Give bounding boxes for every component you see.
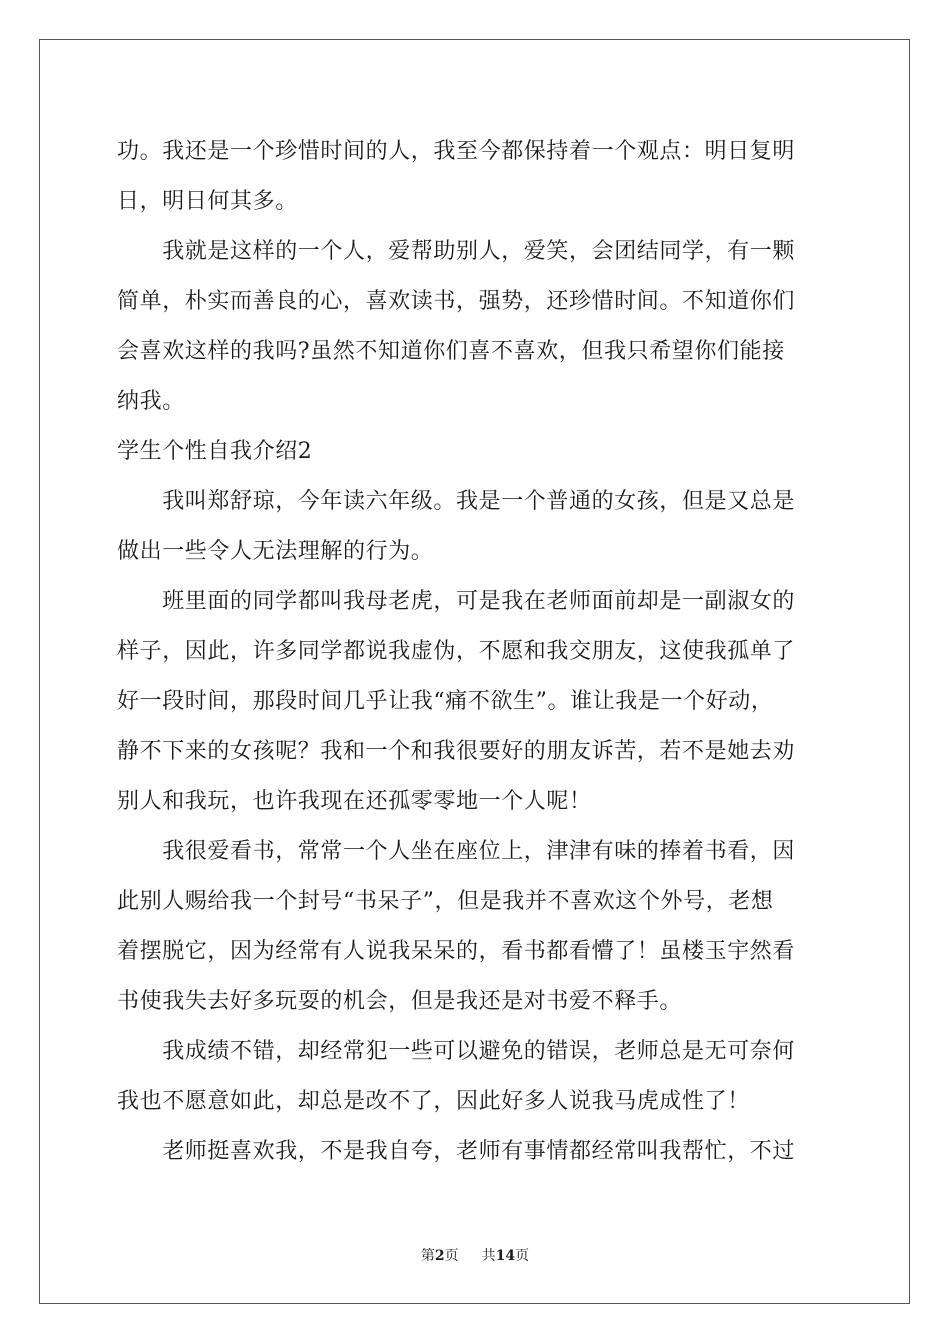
page-current: 2 [434,1248,445,1264]
page-suffix: 页 [444,1248,459,1264]
section-heading: 学生个性自我介绍2 [117,439,313,464]
text-line: 我很爱看书，常常一个人坐在座位上，津津有味的捧着书看，因 [117,839,796,864]
text-line: 着摆脱它，因为经常有人说我呆呆的，看书都看懵了！虽楼玉宇然看 [117,939,796,964]
text-line: 我就是这样的一个人，爱帮助别人，爱笑，会团结同学，有一颗 [117,239,796,264]
text-line: 做出一些令人无法理解的行为。 [117,539,434,564]
text-line: 我叫郑舒琼，今年读六年级。我是一个普通的女孩，但是又总是 [117,489,796,514]
text-line: 样子，因此，许多同学都说我虚伪，不愿和我交朋友，这使我孤单了 [117,639,796,664]
page-footer [0,1245,950,1265]
total-suffix: 页 [515,1248,530,1264]
text-line: 我成绩不错，却经常犯一些可以避免的错误，老师总是无可奈何 [117,1039,796,1064]
text-line: 我也不愿意如此，却总是改不了，因此好多人说我马虎成性了！ [117,1089,750,1114]
text-line: 功。我还是一个珍惜时间的人，我至今都保持着一个观点：明日复明 [117,139,796,164]
text-line: 简单，朴实而善良的心，喜欢读书，强势，还珍惜时间。不知道你们 [117,289,796,314]
page-prefix: 第 [420,1248,435,1264]
text-line: 书使我失去好多玩耍的机会，但是我还是对书爱不释手。 [117,989,683,1014]
text-line: 老师挺喜欢我，不是我自夸，老师有事情都经常叫我帮忙，不过 [117,1139,796,1164]
text-line: 日，明日何其多。 [117,189,298,214]
page-total: 14 [495,1248,516,1264]
text-line: 好一段时间，那段时间几乎让我“痛不欲生”。谁让我是一个好动， [117,689,774,714]
text-line: 纳我。 [117,389,185,414]
text-line: 会喜欢这样的我吗?虽然不知道你们喜不喜欢，但我只希望你们能接 [117,339,785,364]
text-line: 静不下来的女孩呢？我和一个和我很要好的朋友诉苦，若不是她去劝 [117,739,796,764]
text-line: 别人和我玩，也许我现在还孤零零地一个人呢！ [117,789,592,814]
text-line: 此别人赐给我一个封号“书呆子”，但是我并不喜欢这个外号，老想 [117,889,774,914]
total-prefix: 共 [481,1248,496,1264]
document-body [117,127,835,1177]
text-line: 班里面的同学都叫我母老虎，可是我在老师面前却是一副淑女的 [117,589,796,614]
